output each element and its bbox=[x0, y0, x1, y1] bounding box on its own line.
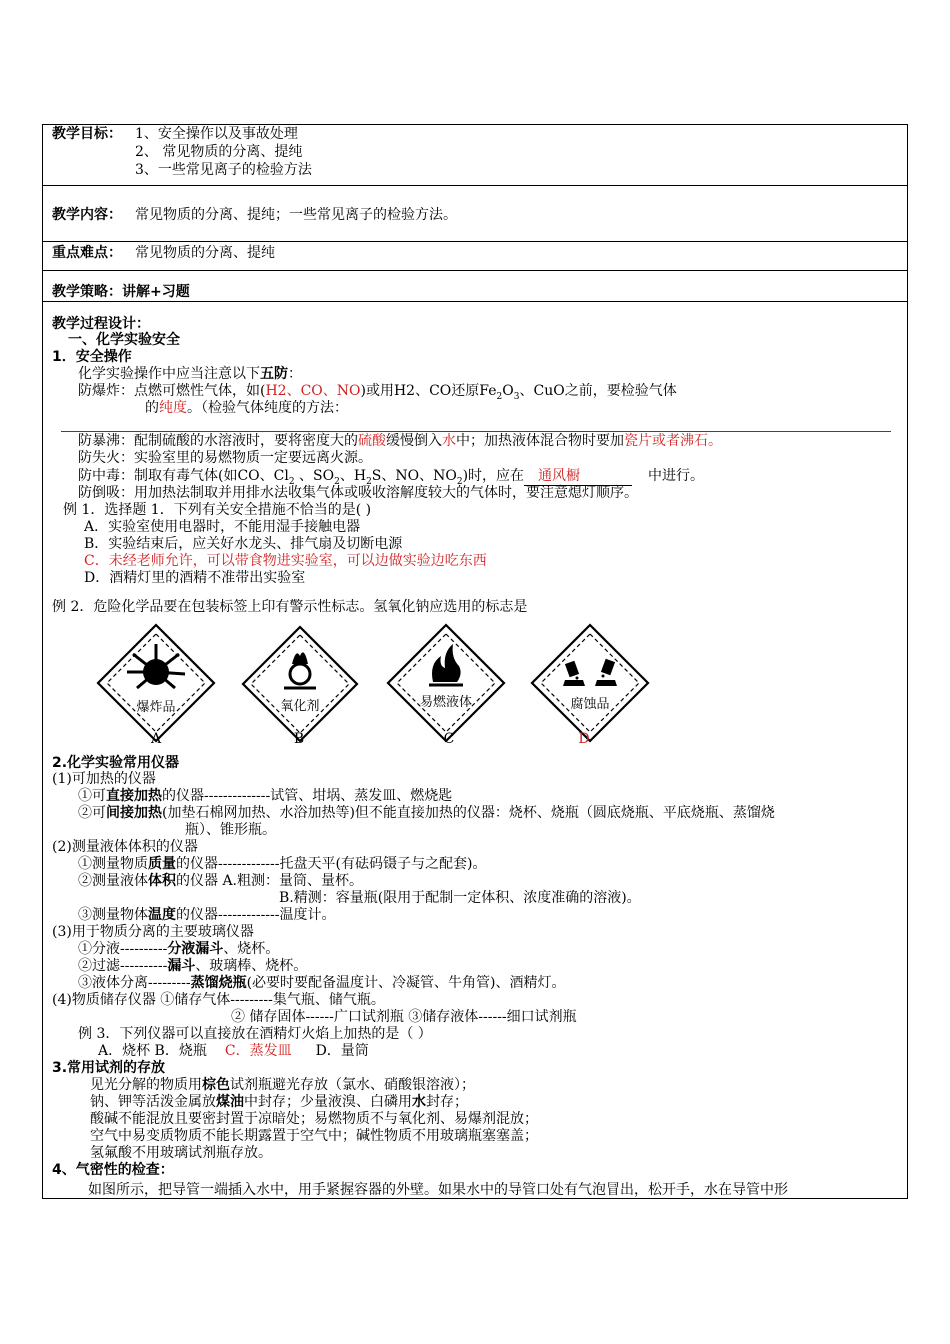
answer-blank-line bbox=[61, 431, 891, 432]
oxidizer-hazard-icon bbox=[240, 624, 360, 744]
hazard-letter: A bbox=[150, 731, 162, 747]
hazard-letter: D bbox=[578, 731, 590, 747]
example-2: 例 2．危险化学品要在包装标签上印有警示性标志。氢氧化钠应选用的标志是 bbox=[52, 599, 528, 615]
storage-line: (4)物质储存仪器 ①储存气体---------集气瓶、储气瓶。 bbox=[52, 992, 385, 1008]
process-label: 教学过程设计： bbox=[52, 316, 150, 332]
section-heading: 4、气密性的检查： bbox=[52, 1162, 174, 1178]
section-heading: 1．安全操作 bbox=[52, 349, 132, 365]
instrument-line: ②可间接加热(加垫石棉网加热、水浴加热等)但不能直接加热的仪器：烧杯、烧瓶（圆底烧瓶、平底烧瓶、蒸馏烧 bbox=[78, 805, 775, 821]
boiling-line: 防暴沸：配制硫酸的水溶液时，要将密度大的硫酸缓慢倒入水中；加热液体混合物时要加瓷片或者沸石。 bbox=[78, 433, 722, 449]
key-row bbox=[43, 242, 907, 271]
hazard-label: 氧化剂 bbox=[280, 699, 320, 714]
process-section bbox=[43, 302, 907, 1198]
reagent-line: 氢氟酸不用玻璃试剂瓶存放。 bbox=[90, 1145, 272, 1161]
subheading: (2)测量液体体积的仪器 bbox=[52, 839, 198, 855]
goals-label: 教学目标： bbox=[52, 126, 122, 142]
poison-line: 防中毒：制取有毒气体(如CO、$Cl_2$ 、$SO_2$、$H_2S$、NO、$NO_2$)时，应在 通风橱 中进行。 bbox=[78, 468, 705, 487]
instrument-line: ②测量液体体积的仪器 A.粗测：量筒、量杯。 bbox=[78, 873, 364, 889]
lesson-plan-table bbox=[42, 124, 908, 1199]
goal-item: 2、 常见物质的分离、提纯 bbox=[135, 144, 303, 160]
intro-line: 化学实验操作中应当注意以下五防： bbox=[78, 366, 302, 382]
instrument-line: ③测量物体温度的仪器-------------温度计。 bbox=[78, 907, 336, 923]
reagent-line: 空气中易变质物质不能长期露置于空气中；碱性物质不用玻璃瓶塞塞盖； bbox=[90, 1128, 538, 1144]
instrument-line: ①测量物质质量的仪器-------------托盘天平(有砝码镊子与之配套)。 bbox=[78, 856, 487, 872]
hazard-label: 爆炸品 bbox=[136, 700, 176, 715]
instrument-line: ①可直接加热的仪器--------------试管、坩埚、蒸发皿、燃烧匙 bbox=[78, 788, 453, 804]
hazard-label: 易燃液体 bbox=[419, 695, 473, 710]
reagent-line: 酸碱不能混放且要密封置于凉暗处；易燃物质不与氧化剂、易爆剂混放； bbox=[90, 1111, 538, 1127]
key-text: 常见物质的分离、提纯 bbox=[135, 245, 275, 261]
instrument-line-cont: 瓶）、锥形瓶。 bbox=[185, 822, 276, 838]
option-b: B．实验结束后，应关好水龙头、排气扇及切断电源 bbox=[84, 536, 403, 552]
content-row bbox=[43, 186, 907, 242]
goal-item: 3、一些常见离子的检验方法 bbox=[135, 162, 312, 178]
instrument-line: ②过滤----------漏斗、玻璃棒、烧杯。 bbox=[78, 958, 308, 974]
goals-row bbox=[43, 125, 907, 186]
subheading: (1)可加热的仪器 bbox=[52, 771, 156, 787]
flammable-hazard-icon bbox=[385, 622, 507, 744]
example-1: 例 1．选择题 1．下列有关安全措施不恰当的是( ) bbox=[63, 502, 372, 518]
section-heading: 2.化学实验常用仪器 bbox=[52, 755, 180, 771]
subheading: (3)用于物质分离的主要玻璃仪器 bbox=[52, 924, 254, 940]
key-label: 重点难点： bbox=[52, 245, 122, 261]
reagent-line: 钠、钾等活泼金属放煤油中封存；少量液溴、白磷用水封存； bbox=[90, 1094, 468, 1110]
content-text: 常见物质的分离、提纯；一些常见离子的检验方法。 bbox=[135, 207, 457, 223]
content-label: 教学内容： bbox=[52, 207, 122, 223]
reagent-line: 见光分解的物质用棕色试剂瓶避光存放（氯水、硝酸银溶液）； bbox=[90, 1077, 475, 1093]
option-a: A．实验室使用电器时，不能用湿手接触电器 bbox=[84, 519, 361, 535]
backflow-line: 防倒吸：用加热法制取并用排水法收集气体或吸收溶解度较大的气体时，要注意熄灯顺序。 bbox=[78, 485, 638, 501]
airtightness-text: 如图所示，把导管一端插入水中，用手紧握容器的外壁。如果水中的导管口处有气泡冒出，松开手，水在导管中形 bbox=[88, 1182, 788, 1198]
explosive-hazard-icon bbox=[95, 622, 217, 744]
strategy-row bbox=[43, 271, 907, 302]
section-heading: 一、化学实验安全 bbox=[68, 332, 180, 348]
hazard-letter: C bbox=[443, 731, 455, 747]
instrument-line: ①分液----------分液漏斗、烧杯。 bbox=[78, 941, 280, 957]
explosion-line-cont: 的纯度。（检验气体纯度的方法： bbox=[145, 400, 348, 416]
goal-item: 1、安全操作以及事故处理 bbox=[135, 126, 298, 142]
instrument-line-cont: B.精测：容量瓶(限用于配制一定体积、浓度准确的溶液)。 bbox=[279, 890, 641, 906]
strategy-label: 教学策略：讲解+习题 bbox=[52, 284, 190, 300]
example-3: 例 3．下列仪器可以直接放在酒精灯火焰上加热的是（ ） bbox=[78, 1026, 432, 1042]
corrosive-hazard-icon bbox=[529, 622, 651, 744]
explosion-line: 防爆炸：点燃可燃性气体，如(H2、CO、NO)或用H2、CO还原$Fe_2O_3$、CuO之前，要检验气体 bbox=[78, 383, 677, 402]
hazard-letter: B bbox=[293, 731, 305, 747]
storage-line: ② 储存固体------广口试剂瓶 ③储存液体------细口试剂瓶 bbox=[231, 1009, 577, 1025]
section-heading: 3.常用试剂的存放 bbox=[52, 1060, 166, 1076]
example-3-options: A．烧杯 B．烧瓶 C．蒸发皿 D．量筒 bbox=[98, 1043, 369, 1059]
instrument-line: ③液体分离---------蒸馏烧瓶(必要时要配备温度计、冷凝管、牛角管)、酒精灯。 bbox=[78, 975, 566, 991]
hazard-label: 腐蚀品 bbox=[570, 697, 610, 712]
option-d: D．酒精灯里的酒精不准带出实验室 bbox=[84, 570, 306, 586]
option-c: C．未经老师允许，可以带食物进实验室，可以边做实验边吃东西 bbox=[84, 553, 487, 569]
fire-line: 防失火：实验室里的易燃物质一定要远离火源。 bbox=[78, 450, 372, 466]
